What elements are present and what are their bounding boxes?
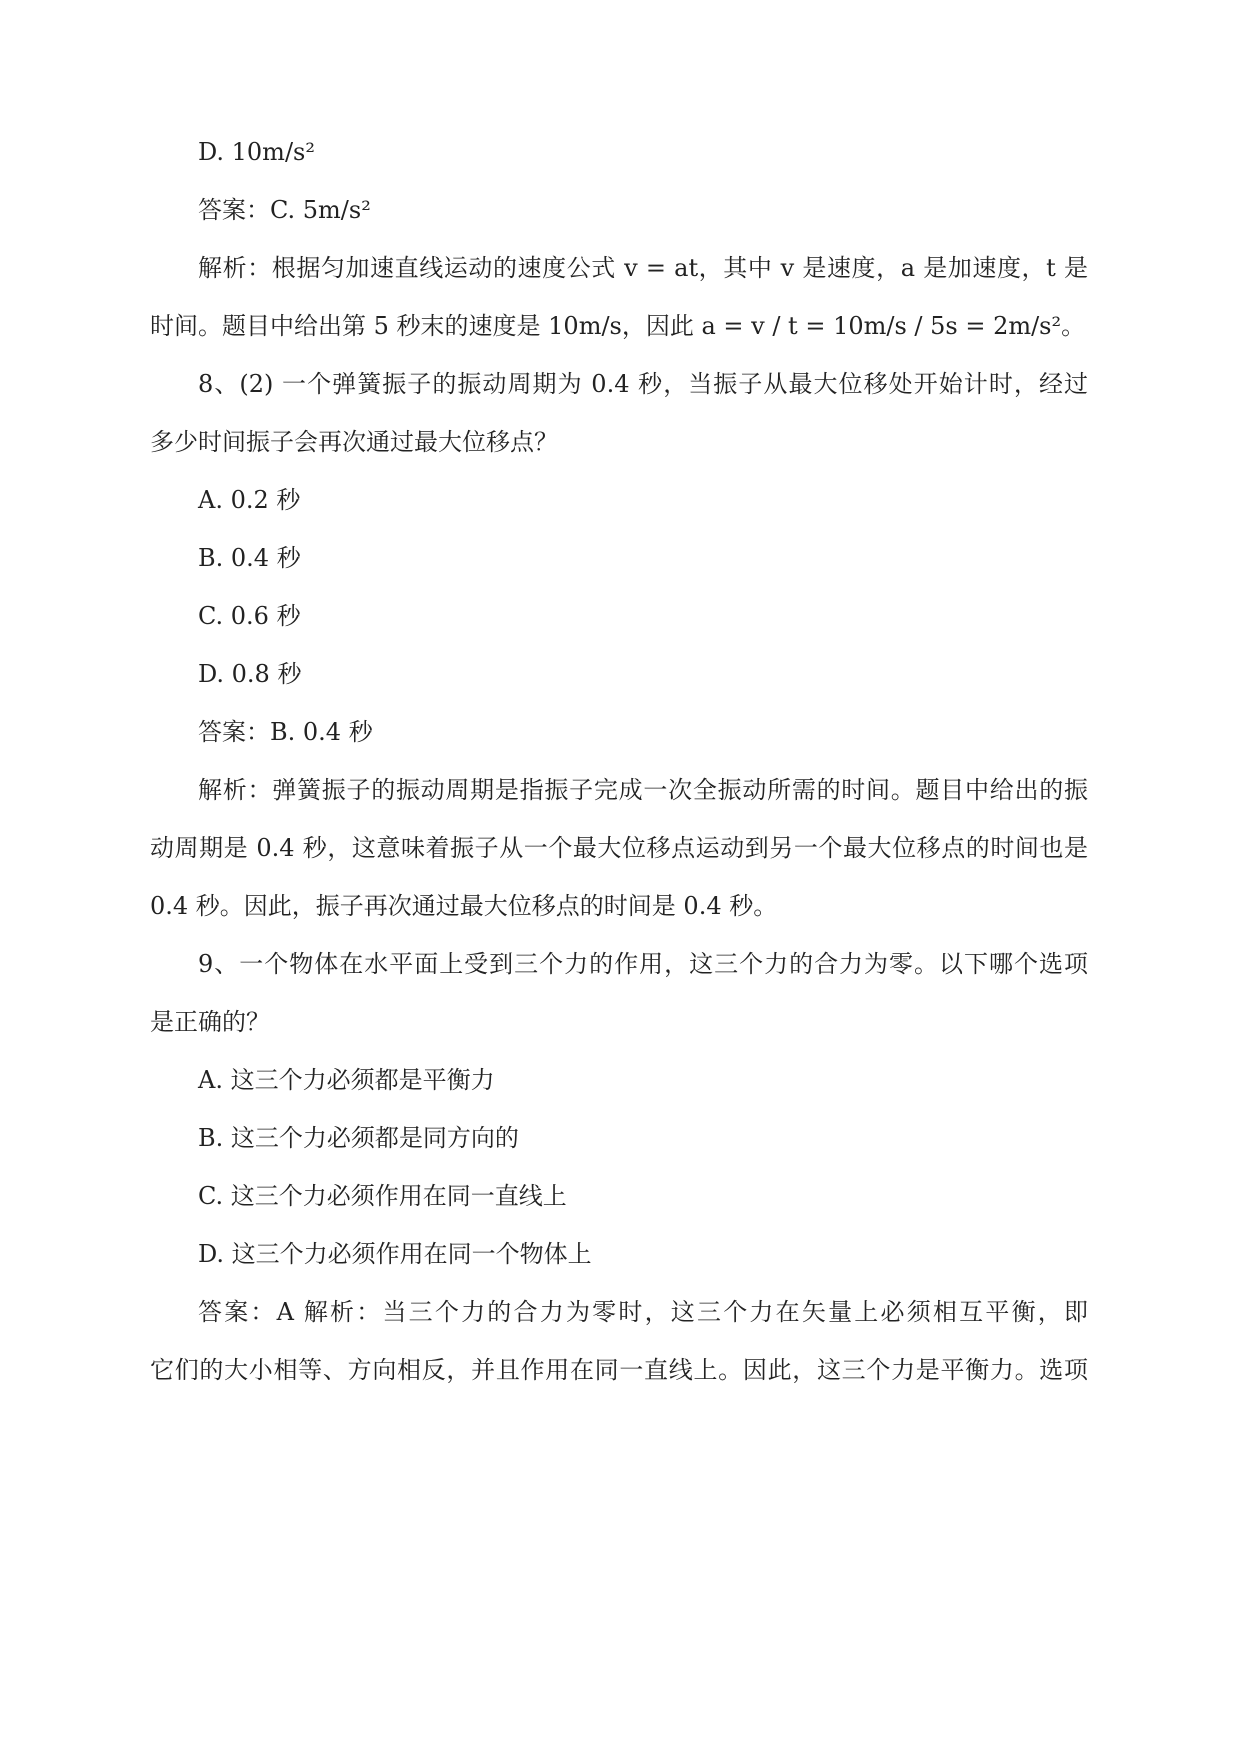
question-9-line2: 是正确的？ bbox=[150, 1008, 270, 1036]
question-8-line2: 多少时间振子会再次通过最大位移点？ bbox=[150, 428, 558, 456]
question-9-line1: 9、一个物体在水平面上受到三个力的作用，这三个力的合力为零。以下哪个选项 bbox=[198, 950, 1088, 978]
explanation-q8-line2: 动周期是 0.4 秒，这意味着振子从一个最大位移点运动到另一个最大位移点的时间也是 bbox=[150, 834, 1088, 862]
explanation-q9-line2: 它们的大小相等、方向相反，并且作用在同一直线上。因此，这三个力是平衡力。选项 bbox=[150, 1356, 1088, 1384]
option-a-q9: A. 这三个力必须都是平衡力 bbox=[198, 1066, 495, 1094]
option-a-q8: A. 0.2 秒 bbox=[198, 486, 301, 514]
answer-q7: 答案：C. 5m/s² bbox=[198, 196, 371, 224]
option-d-q8: D. 0.8 秒 bbox=[198, 660, 302, 688]
option-b-q8: B. 0.4 秒 bbox=[198, 544, 301, 572]
answer-explanation-q9-line1: 答案：A 解析：当三个力的合力为零时，这三个力在矢量上必须相互平衡，即 bbox=[198, 1298, 1088, 1326]
question-8-line1: 8、(2) 一个弹簧振子的振动周期为 0.4 秒，当振子从最大位移处开始计时，经过 bbox=[198, 370, 1088, 398]
explanation-q8-line1: 解析：弹簧振子的振动周期是指振子完成一次全振动所需的时间。题目中给出的振 bbox=[198, 776, 1088, 804]
option-d-q9: D. 这三个力必须作用在同一个物体上 bbox=[198, 1240, 592, 1268]
option-c-q9: C. 这三个力必须作用在同一直线上 bbox=[198, 1182, 567, 1210]
explanation-q7-line1: 解析：根据匀加速直线运动的速度公式 v = at，其中 v 是速度，a 是加速度，t 是 bbox=[198, 254, 1088, 282]
explanation-q7-line2: 时间。题目中给出第 5 秒末的速度是 10m/s，因此 a = v / t = 10m/s / 5s = 2m/s²。 bbox=[150, 312, 1086, 340]
explanation-q8-line3: 0.4 秒。因此，振子再次通过最大位移点的时间是 0.4 秒。 bbox=[150, 892, 778, 920]
option-b-q9: B. 这三个力必须都是同方向的 bbox=[198, 1124, 519, 1152]
option-d-q7: D. 10m/s² bbox=[198, 138, 315, 166]
option-c-q8: C. 0.6 秒 bbox=[198, 602, 301, 630]
answer-q8: 答案：B. 0.4 秒 bbox=[198, 718, 373, 746]
